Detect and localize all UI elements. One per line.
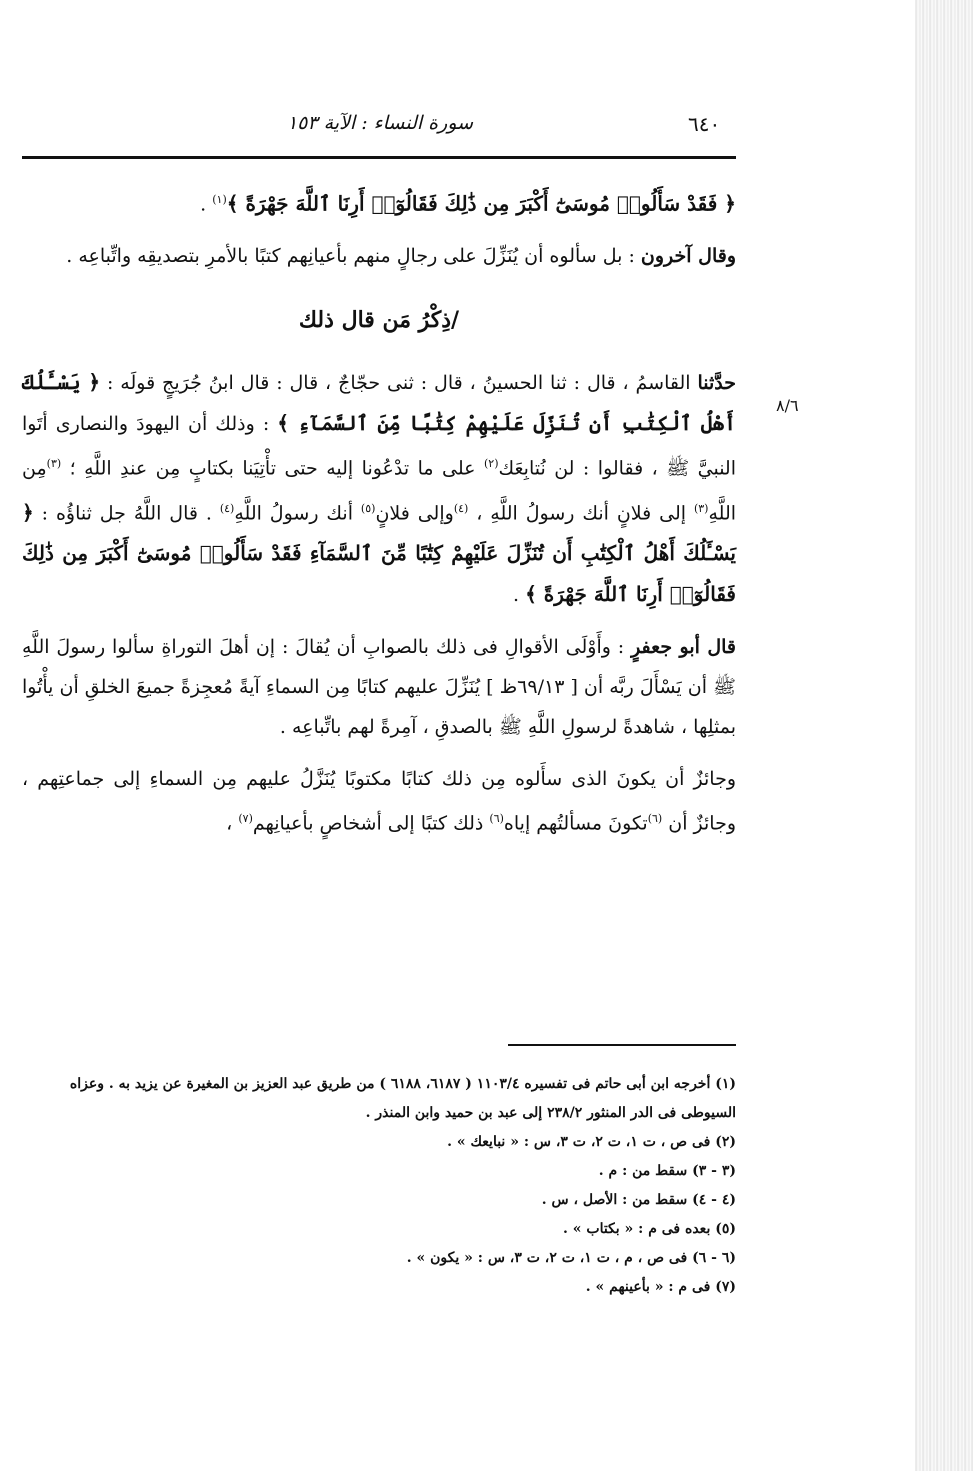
footnote-marker: (٦) [647, 811, 663, 825]
footnotes [22, 1070, 736, 1302]
paragraph-others-said [22, 236, 736, 276]
text: . [200, 193, 213, 216]
footnote-1: (١) أخرجه ابن أبى حاتم فى تفسيره ١١٠٣/٤ ( ٦١٨٧، ٦١٨٨ ) من طريق عبد العزيز بن المغيرة عن يزيد به . وعزاه السيوطى فى الدر المنثور ٢٣٨/٢ إلى عبد بن حميد وابن المنذر . [69, 1076, 736, 1121]
spacer [22, 224, 736, 236]
section-heading: /ذِكْرُ مَن قال ذلك [298, 307, 460, 334]
text: . قال اللَّهُ جل ثناؤُه : [33, 501, 220, 524]
text: ، [226, 812, 239, 835]
text: القاسمُ ، قال : ثنا الحسينُ ، قال : ثنى حجّاجٌ ، قال : قال ابنُ جُرَيجٍ قولَه : [100, 372, 698, 395]
margin-reference: ٨/٦ [776, 396, 799, 415]
footnote-marker: (٣) [693, 501, 709, 515]
paragraph-possibility [22, 759, 736, 843]
footnote-3: (٣ - ٣) سقط من : م . [598, 1163, 736, 1179]
text: : بل سألوه أن يُنَزِّلَ على رجالٍ منهم بأعيانِهم كتبًا بالأمرِ بتصديقِه واتِّباعِه . [66, 245, 641, 268]
text: : وذلك أن اليهودَ والنصارى أتَوا النبيَّ ﷺ ، فقالوا : لن نُتابِعَك [22, 413, 736, 480]
footnote-marker: (٢) [483, 457, 499, 471]
text: تكونَ مسألتُهم إياه [503, 812, 648, 835]
text: : وأَوْلَى الأقوالِ فى ذلك بالصوابِ أن يُقالَ : إن أهلَ التوراةِ سألوا رسولَ اللَّهِ ﷺ أن يَسْأَلَ ربَّه أن [ ٦٩/١٣ظ ] يُنَزِّلَ عليهم كتابًا مِن السماءِ آيةً مُعجِزةً جميعَ الخلقِ أن يأْتُوا بمثلِها ، شاهدةً لرسولِ اللَّهِ ﷺ بالصدقِ ، آمِرةً لهم باتِّباعِه . [22, 635, 736, 738]
footnote-4: (٤ - ٤) سقط من : الأصل ، س . [541, 1192, 736, 1208]
quran-verse: ﴿ فَقَدْ سَأَلُوا۟ مُوسَىٰٓ أَكْبَرَ مِن ذَٰلِكَ فَقَالُوٓا۟ أَرِنَا ٱللَّهَ جَهْرَةً ﴾ [226, 191, 736, 216]
text: . [513, 583, 526, 606]
spacer [22, 747, 736, 759]
lead-phrase: وقال آخرون [640, 245, 736, 268]
footnote-marker: (٤) [219, 501, 235, 515]
footnote-marker: (٦) [489, 811, 504, 825]
footnote-2: (٢) فى ص ، ت ١، ت ٢، ت ٣، س : « نبايعك » . [447, 1134, 736, 1150]
text: على ما تدْعُونا إليه حتى تأْتِيَنا بكتابٍ مِن عندِ اللَّهِ ؛ [61, 457, 484, 480]
footnote-7: (٧) فى م : « بأعينهم » . [585, 1279, 736, 1295]
quran-verse: ﴿ يَسْـَٔلُكَ أَهْلُ ٱلْكِتَٰبِ أَن تُنَزِّلَ عَلَيْهِمْ كِتَٰبًا مِّنَ ٱلسَّمَآءِ ﴾ [22, 370, 736, 436]
lead-phrase: حدَّثنا [697, 372, 736, 395]
page-edge-texture [915, 0, 973, 1471]
paragraph-hadith [22, 362, 736, 615]
quran-verse: ﴿ يَسْـَٔلُكَ أَهْلُ ٱلْكِتَٰبِ أَن تُنَزِّلَ عَلَيْهِمْ كِتَٰبًا مِّنَ ٱلسَّمَآءِ فَقَدْ سَأَلُوا۟ مُوسَىٰٓ أَكْبَرَ مِن ذَٰلِكَ فَقَالُوٓا۟ أَرِنَا ٱللَّهَ جَهْرَةً ﴾ [22, 499, 736, 606]
text: وإلى فلانٍ [375, 501, 454, 524]
text: مِن اللَّهِ [22, 457, 737, 524]
text: ذلك كتبًا إلى أشخاصٍ بأعيانِهم [252, 812, 490, 835]
header-rule [22, 156, 736, 159]
footnote-marker: (٤) [453, 501, 469, 515]
footnote-marker: (٥) [360, 501, 376, 515]
footnote-marker: (١) [212, 193, 227, 206]
spacer [22, 615, 736, 627]
text: وجائزٌ أن يكونَ الذى سأَلوه مِن ذلك كتابًا مكتوبًا يُنَزَّلُ عليهم مِن السماءِ إلى جماعتِهم ، وجائزٌ أن [22, 767, 736, 835]
page-number: ٦٤٠ [688, 112, 721, 136]
footnote-rule [508, 1044, 736, 1046]
footnote-marker: (٧) [238, 811, 253, 825]
text: أنك رسولُ اللَّهِ [234, 501, 361, 524]
paragraph-quran-opening [22, 180, 736, 224]
footnote-5: (٥) بعده فى م : « بكتاب » . [563, 1221, 736, 1237]
main-text [22, 180, 736, 843]
footnote-6: (٦ - ٦) فى ص ، م ، ت ١، ت ٢، ت ٣، س : « يكون » . [406, 1250, 736, 1266]
lead-phrase: قال أبو جعفرٍ [631, 635, 736, 658]
paragraph-abu-jafar [22, 627, 736, 747]
footnote-marker: (٣) [46, 457, 62, 471]
text: إلى فلانٍ أنك رسولُ اللَّهِ ، [468, 501, 694, 524]
running-title: سورة النساء : الآية ١٥٣ [286, 112, 474, 134]
